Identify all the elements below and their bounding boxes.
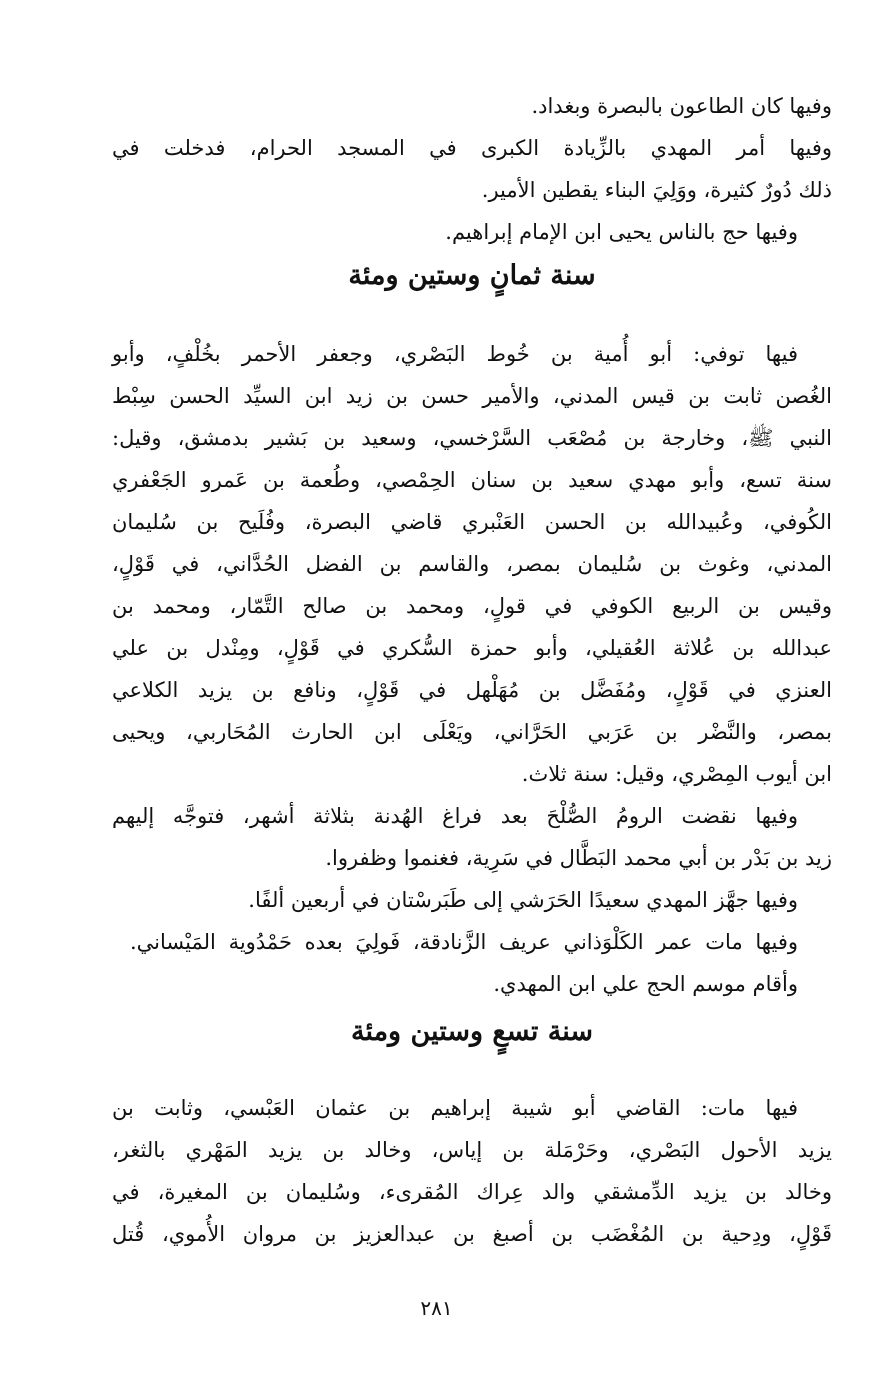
paragraph-line: يزيد الأحول البَصْري، وحَرْمَلة بن إياس، وخالد بن يزيد المَهْري بالثغر، [112,1138,832,1162]
paragraph-line: الغُصن ثابت بن قيس المدني، والأمير حسن بن زيد ابن السيِّد الحسن سِبْط [112,384,832,408]
paragraph-line: ابن أيوب المِصْري، وقيل: سنة ثلاث. [521,762,832,786]
paragraph-line: قَوْلٍ، ودِحية بن المُغْضَب بن أصبغ بن عبدالعزيز بن مروان الأُموي، قُتل [112,1222,832,1246]
paragraph-line: وخالد بن يزيد الدِّمشقي والد عِراك المُقرىء، وسُليمان بن المغيرة، في [112,1180,832,1204]
paragraph-line: فيها توفي: أبو أُمية بن خُوط البَصْري، وجعفر الأحمر بخُلْفٍ، وأبو [112,342,798,366]
section-heading-169: سنة تسعٍ وستين ومئة [350,1016,594,1047]
paragraph-line: وفيها مات عمر الكَلْوَذاني عريف الزَّنادقة، فَولِيَ بعده حَمْدُوية المَيْساني. [130,930,798,954]
paragraph-line: وفيها حج بالناس يحيى ابن الإمام إبراهيم. [445,220,798,244]
paragraph-line: وفيها جهَّز المهدي سعيدًا الحَرَشي إلى طَبَرسْتان في أربعين ألفًا. [248,888,798,912]
paragraph-line: بمصر، والنَّضْر بن عَرَبي الحَرَّاني، ويَعْلَى ابن الحارث المُحَاربي، ويحيى [112,720,832,744]
paragraph-line: زيد بن بَدْر بن أبي محمد البَطَّال في سَرِية، فغنموا وظفروا. [325,846,832,870]
paragraph-line: وأقام موسم الحج علي ابن المهدي. [493,972,798,996]
paragraph-line: عبدالله بن عُلاثة العُقيلي، وأبو حمزة السُّكري في قَوْلٍ، ومِنْدل بن علي [112,636,832,660]
paragraph-line: وفيها كان الطاعون بالبصرة وبغداد. [531,94,832,118]
page-number: ٢٨١ [420,1296,453,1320]
paragraph-line: وفيها نقضت الرومُ الصُّلْحَ بعد فراغ الهُدنة بثلاثة أشهر، فتوجَّه إليهم [112,804,798,828]
paragraph-line: الكُوفي، وعُبيدالله بن الحسن العَنْبري قاضي البصرة، وفُلَيح بن سُليمان [112,510,832,534]
paragraph-line: العنزي في قَوْلٍ، ومُفَضَّل بن مُهَلْهل في قَوْلٍ، ونافع بن يزيد الكلاعي [112,678,832,702]
paragraph-line: النبي ﷺ، وخارجة بن مُصْعَب السَّرْخسي، وسعيد بن بَشير بدمشق، وقيل: [112,426,832,450]
paragraph-line: المدني، وغوث بن سُليمان بمصر، والقاسم بن الفضل الحُدَّاني، في قَوْلٍ، [112,552,832,576]
paragraph-line: وفيها أمر المهدي بالزِّيادة الكبرى في المسجد الحرام، فدخلت في [112,136,832,160]
paragraph-line: فيها مات: القاضي أبو شيبة إبراهيم بن عثمان العَبْسي، وثابت بن [112,1096,798,1120]
paragraph-line: سنة تسع، وأبو مهدي سعيد بن سنان الحِمْصي، وطُعمة بن عَمرو الجَعْفري [112,468,832,492]
paragraph-line: وقيس بن الربيع الكوفي في قولٍ، ومحمد بن صالح التَّمّار، ومحمد بن [112,594,832,618]
paragraph-line: ذلك دُورٌ كثيرة، ووَلِيَ البناء يقطين الأمير. [481,178,832,202]
section-heading-168: سنة ثمانٍ وستين ومئة [348,260,596,291]
